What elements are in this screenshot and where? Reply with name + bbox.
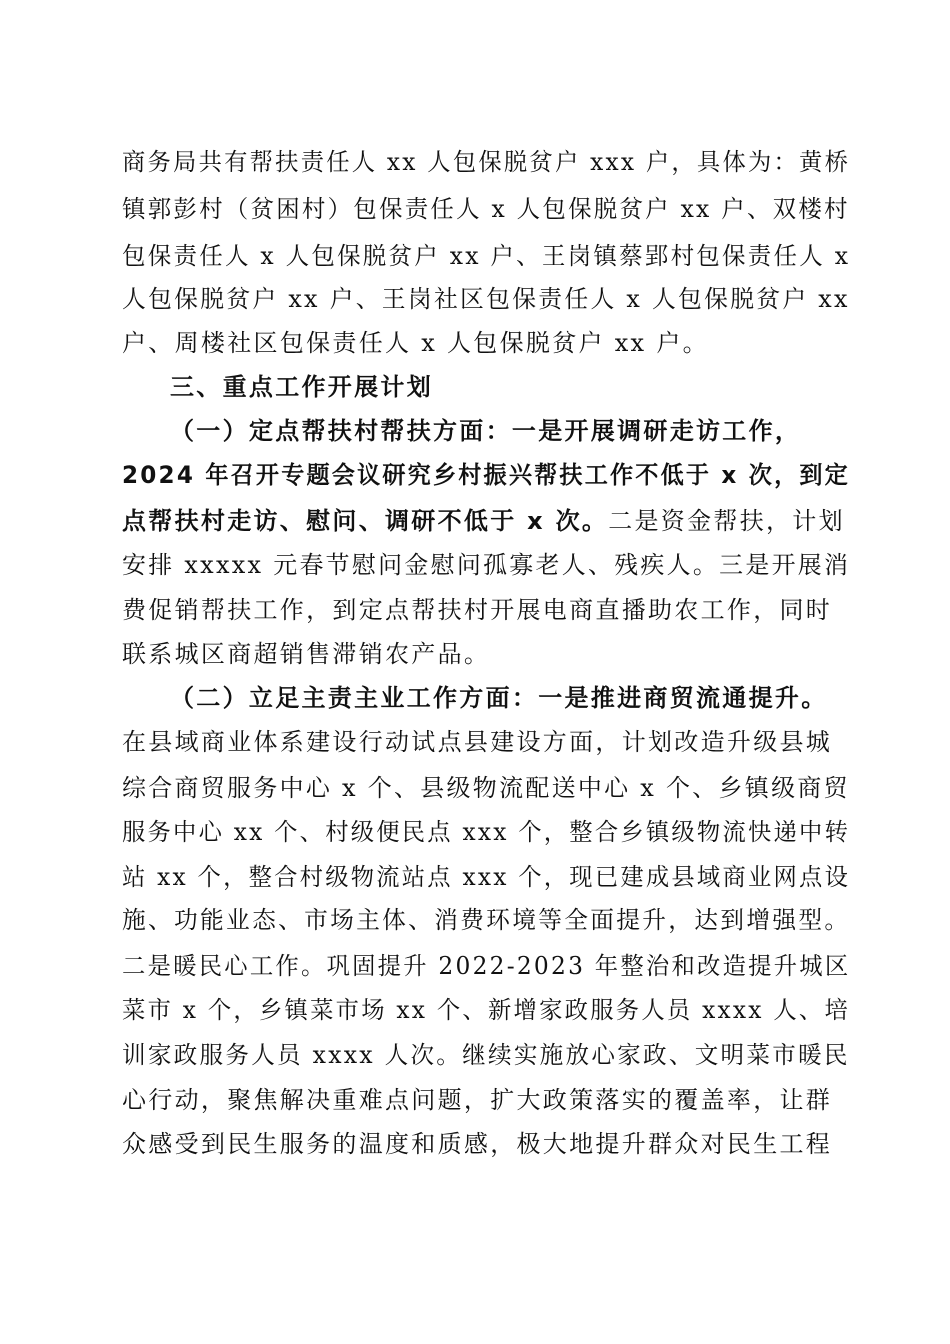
text-line: 户、周楼社区包保责任人 x 人包保脱贫户 xx 户。: [122, 329, 709, 357]
text-line: 二是暖民心工作。巩固提升 2022-2023 年整治和改造提升城区: [122, 952, 851, 980]
section-heading: 三、重点工作开展计划: [170, 373, 433, 401]
text-line-bold: 点帮扶村走访、慰问、调研不低于 x 次。: [122, 507, 609, 535]
text-line: 安排 xxxxx 元春节慰问金慰问孤寡老人、残疾人。三是开展消: [122, 551, 851, 579]
text-line: 联系城区商超销售滞销农产品。: [122, 640, 491, 668]
text-line: 众感受到民生服务的温度和质感，极大地提升群众对民生工程: [122, 1130, 833, 1158]
text-line: 人包保脱贫户 xx 户、王岗社区包保责任人 x 人包保脱贫户 xx: [122, 285, 850, 313]
text-line: 包保责任人 x 人包保脱贫户 xx 户、王岗镇蔡郢村包保责任人 x: [122, 242, 851, 270]
text-line: 综合商贸服务中心 x 个、县级物流配送中心 x 个、乡镇级商贸: [122, 774, 850, 802]
text-line: 施、功能业态、市场主体、消费环境等全面提升，达到增强型。: [122, 906, 851, 934]
text-line: 站 xx 个，整合村级物流站点 xxx 个，现已建成县域商业网点设: [122, 863, 851, 891]
text-line: [122, 501, 845, 541]
text-line: 商务局共有帮扶责任人 xx 人包保脱贫户 xxx 户，具体为：黄桥: [122, 148, 851, 176]
text-line: 费促销帮扶工作，到定点帮扶村开展电商直播助农工作，同时: [122, 596, 833, 624]
text-line: 服务中心 xx 个、村级便民点 xxx 个，整合乡镇级物流快递中转: [122, 818, 851, 846]
text-line-segment: 二是资金帮扶，计划: [608, 507, 845, 535]
subsection-heading: （二）立足主责主业工作方面：一是推进商贸流通提升。: [170, 684, 828, 712]
text-line-bold: 2024 年召开专题会议研究乡村振兴帮扶工作不低于 x 次，到定: [122, 461, 850, 489]
text-line: 镇郭彭村（贫困村）包保责任人 x 人包保脱贫户 xx 户、双楼村: [122, 195, 850, 223]
text-line: 训家政服务人员 xxxx 人次。继续实施放心家政、文明菜市暖民: [122, 1041, 850, 1069]
text-line: 菜市 x 个，乡镇菜市场 xx 个、新增家政服务人员 xxxx 人、培: [122, 996, 851, 1024]
text-line: 心行动，聚焦解决重难点问题，扩大政策落实的覆盖率，让群: [122, 1086, 833, 1114]
subsection-heading: （一）定点帮扶村帮扶方面：一是开展调研走访工作，: [170, 417, 802, 445]
text-line: 在县域商业体系建设行动试点县建设方面，计划改造升级县城: [122, 728, 833, 756]
